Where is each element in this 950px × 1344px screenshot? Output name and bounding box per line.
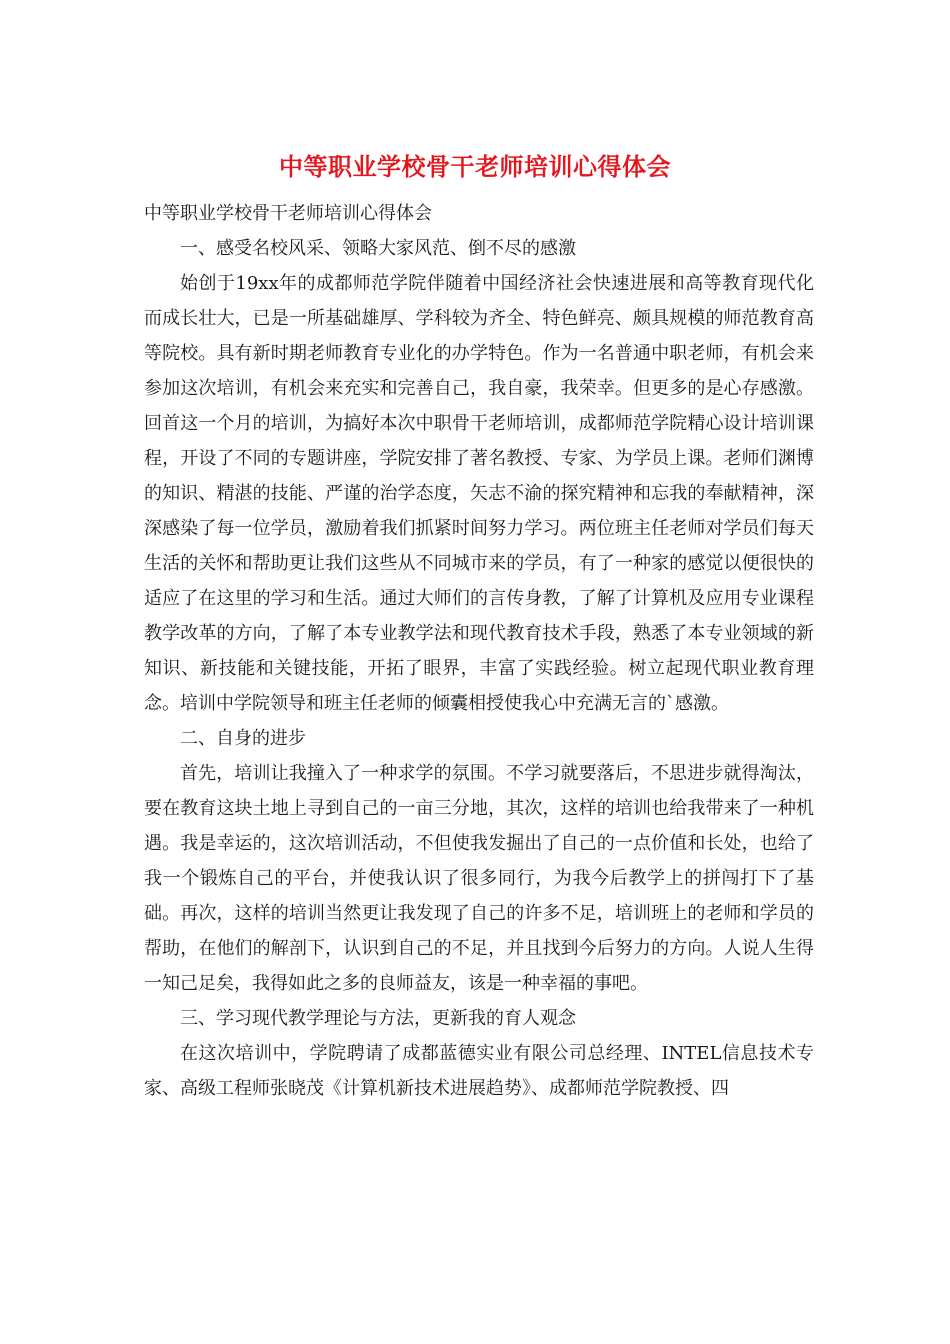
section-heading: 一、感受名校风采、领略大家风范、倒不尽的感激: [180, 238, 576, 259]
document-title: 中等职业学校骨干老师培训心得体会: [279, 152, 671, 181]
body-paragraph: 始创于19xx年的成都师范学院伴随着中国经济社会快速进展和高等教育现代化而成长壮大，已是一所基础雄厚、学科较为齐全、特色鲜亮、颇具规模的师范教育高等院校。具有新时期老师教育专业化的办学特色。作为一名普通中职老师，有机会来参加这次培训，有机会来充实和完善自己，我自豪，我荣幸。但更多的是心存感激。回首这一个月的培训，为搞好本次中职骨干老师培训，成都师范学院精心设计培训课程，开设了不同的专题讲座，学院安排了著名教授、专家、为学员上课。老师们渊博的知识、精湛的技能、严谨的治学态度，矢志不渝的探究精神和忘我的奉献精神，深深感染了每一位学员，激励着我们抓紧时间努力学习。两位班主任老师对学员们每天生活的关怀和帮助更让我们这些从不同城市来的学员，有了一种家的感觉以便很快的适应了在这里的学习和生活。通过大师们的言传身教，了解了计算机及应用专业课程教学改革的方向，了解了本专业教学法和现代教育技术手段，熟悉了本专业领域的新知识、新技能和关键技能，开拓了眼界，丰富了实践经验。树立起现代职业教育理念。培训中学院领导和班主任老师的倾囊相授使我心中充满无言的`感激。: [144, 273, 814, 714]
document-body: [144, 196, 814, 1106]
body-paragraph: 中等职业学校骨干老师培训心得体会: [144, 203, 432, 224]
body-paragraph: 首先，培训让我撞入了一种求学的氛围。不学习就要落后，不思进步就得淘汰，要在教育这块土地上寻到自己的一亩三分地，其次，这样的培训也给我带来了一种机遇。我是幸运的，这次培训活动，不但使我发掘出了自己的一点价值和长处，也给了我一个锻炼自己的平台，并使我认识了很多同行，为我今后教学上的拼闯打下了基础。再次，这样的培训当然更让我发现了自己的许多不足，培训班上的老师和学员的帮助，在他们的解剖下，认识到自己的不足，并且找到今后努力的方向。人说人生得一知己足矣，我得如此之多的良师益友，该是一种幸福的事吧。: [144, 763, 814, 994]
section-heading: 三、学习现代教学理论与方法，更新我的育人观念: [180, 1008, 576, 1029]
body-paragraph: 在这次培训中，学院聘请了成都蓝德实业有限公司总经理、INTEL信息技术专家、高级工程师张晓茂《计算机新技术进展趋势》、成都师范学院教授、四: [144, 1043, 814, 1099]
section-heading: 二、自身的进步: [180, 728, 306, 749]
